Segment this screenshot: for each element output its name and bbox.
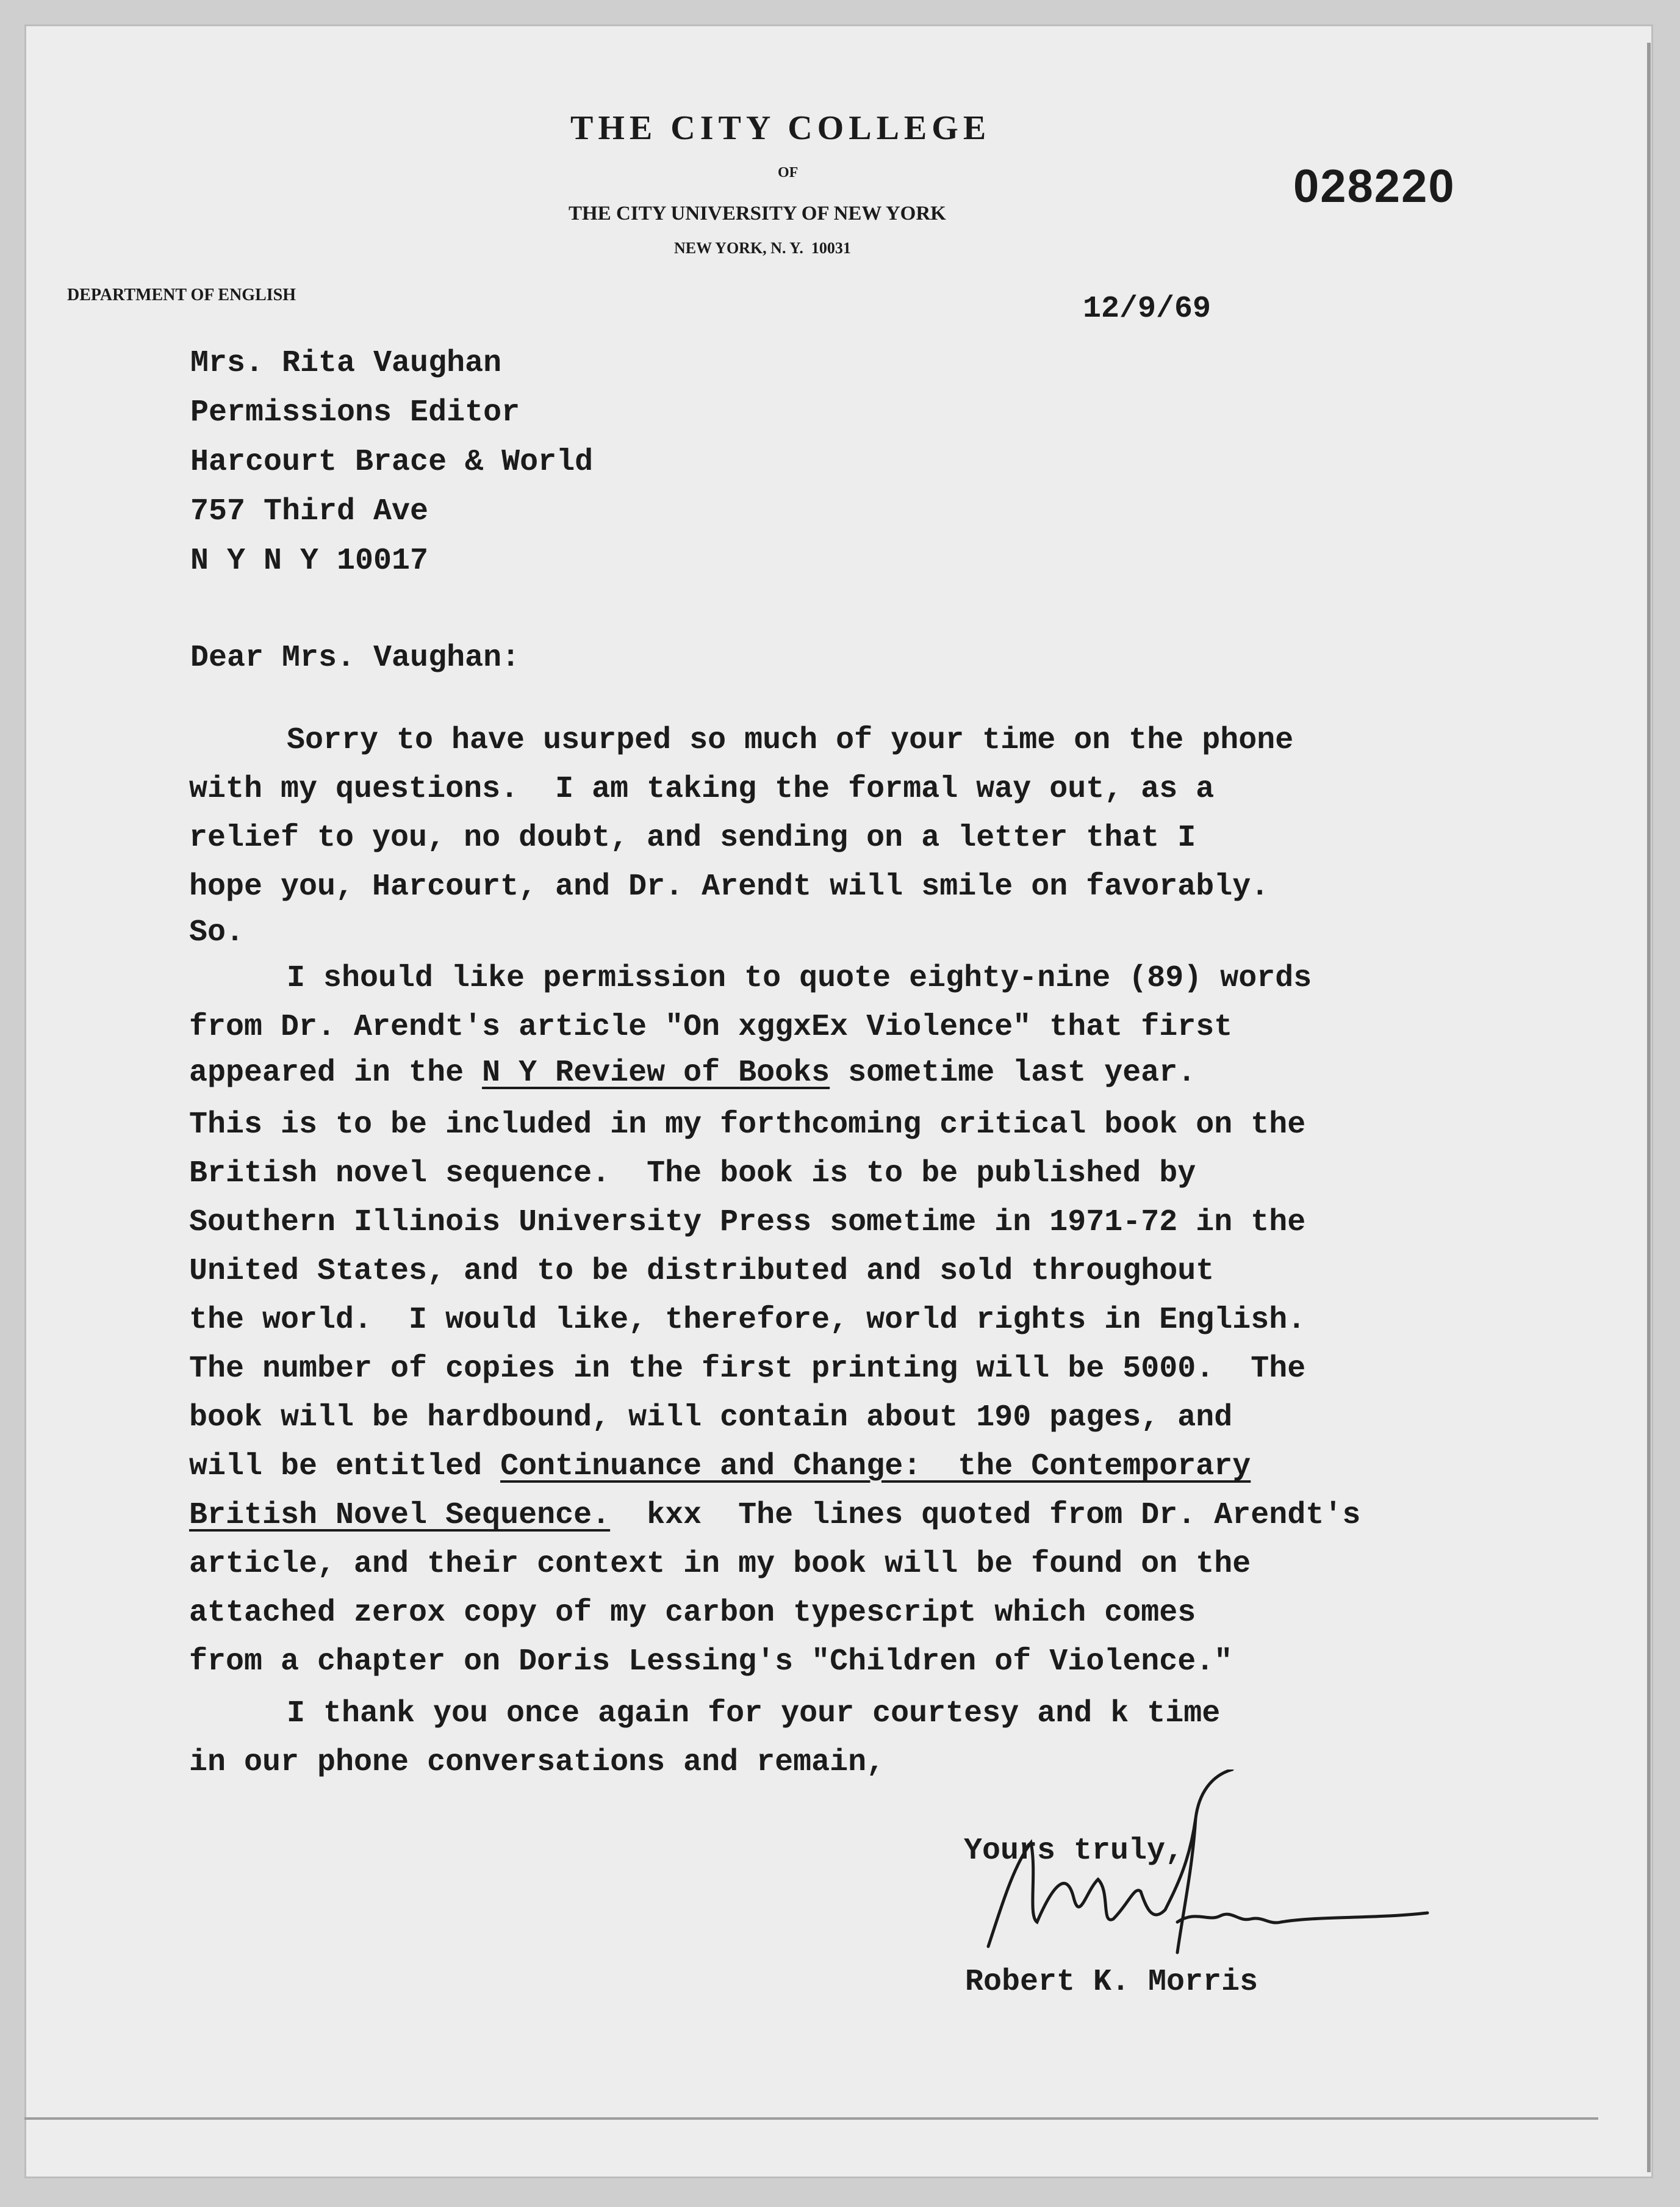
recipient-title: Permissions Editor [190, 395, 520, 430]
body-line: Southern Illinois University Press sometime in 1971-72 in the [189, 1205, 1306, 1240]
letterhead-of: OF [778, 165, 799, 181]
page-edge-right [1647, 43, 1651, 2172]
body-line: United States, and to be distributed and sold throughout [189, 1254, 1215, 1289]
body-line-journal: appeared in the N Y Review of Books sometime last year. [189, 1056, 1196, 1090]
body-line: British novel sequence. The book is to be published by [189, 1156, 1196, 1191]
salutation: Dear Mrs. Vaughan: [190, 641, 520, 675]
letterhead-university: THE CITY UNIVERSITY OF NEW YORK [569, 203, 946, 225]
body-line: relief to you, no doubt, and sending on a letter that I [189, 821, 1196, 855]
letter-date: 12/9/69 [1083, 292, 1212, 326]
letterhead-address: NEW YORK, N. Y. 10031 [674, 239, 851, 257]
body-line: from a chapter on Doris Lessing's "Children of Violence." [189, 1644, 1233, 1679]
body-line: So. [189, 915, 245, 950]
struck-text: xggxEx [738, 1010, 849, 1045]
body-line: article, and their context in my book will be found on the [189, 1547, 1251, 1582]
body-line-book-title-cont: British Novel Sequence. kxx The lines quoted from Dr. Arendt's [189, 1498, 1361, 1533]
handwritten-signature [976, 1770, 1452, 1971]
body-line: with my questions. I am taking the formal way out, as a [189, 772, 1215, 807]
recipient-company: Harcourt Brace & World [190, 445, 594, 480]
page-edge-bottom [24, 2117, 1598, 2120]
body-line: The number of copies in the first printing will be 5000. The [189, 1352, 1306, 1386]
book-title: Continuance and Change: the Contemporary [500, 1449, 1251, 1484]
journal-title: N Y Review of Books [482, 1056, 830, 1090]
body-line: Sorry to have usurped so much of your time on the phone [287, 723, 1294, 758]
body-line: attached zerox copy of my carbon typescript which comes [189, 1596, 1196, 1630]
body-line: I thank you once again for your courtesy and k time [287, 1696, 1221, 1731]
body-line-book-title: will be entitled Continuance and Change: the Contemporary [189, 1449, 1251, 1484]
letterhead-institution: THE CITY COLLEGE [570, 109, 991, 147]
body-line: I should like permission to quote eighty-nine (89) words [287, 961, 1312, 996]
recipient-street: 757 Third Ave [190, 494, 429, 529]
signature-name: Robert K. Morris [965, 1965, 1258, 2000]
department-label: DEPARTMENT OF ENGLISH [67, 286, 296, 304]
body-line-struck: from Dr. Arendt's article "On xggxEx Violence" that first [189, 1010, 1233, 1045]
closing: Yours truly, [964, 1834, 1184, 1868]
struck-text: kxx [647, 1498, 702, 1533]
body-line: book will be hardbound, will contain about 190 pages, and [189, 1400, 1233, 1435]
body-line: in our phone conversations and remain, [189, 1745, 885, 1780]
body-line: hope you, Harcourt, and Dr. Arendt will smile on favorably. [189, 869, 1269, 904]
body-line: the world. I would like, therefore, world rights in English. [189, 1303, 1306, 1338]
recipient-city: N Y N Y 10017 [190, 544, 429, 578]
recipient-name: Mrs. Rita Vaughan [190, 346, 502, 381]
body-line: This is to be included in my forthcoming critical book on the [189, 1107, 1306, 1142]
document-number: 028220 [1293, 160, 1456, 212]
book-title-continued: British Novel Sequence. [189, 1498, 611, 1533]
